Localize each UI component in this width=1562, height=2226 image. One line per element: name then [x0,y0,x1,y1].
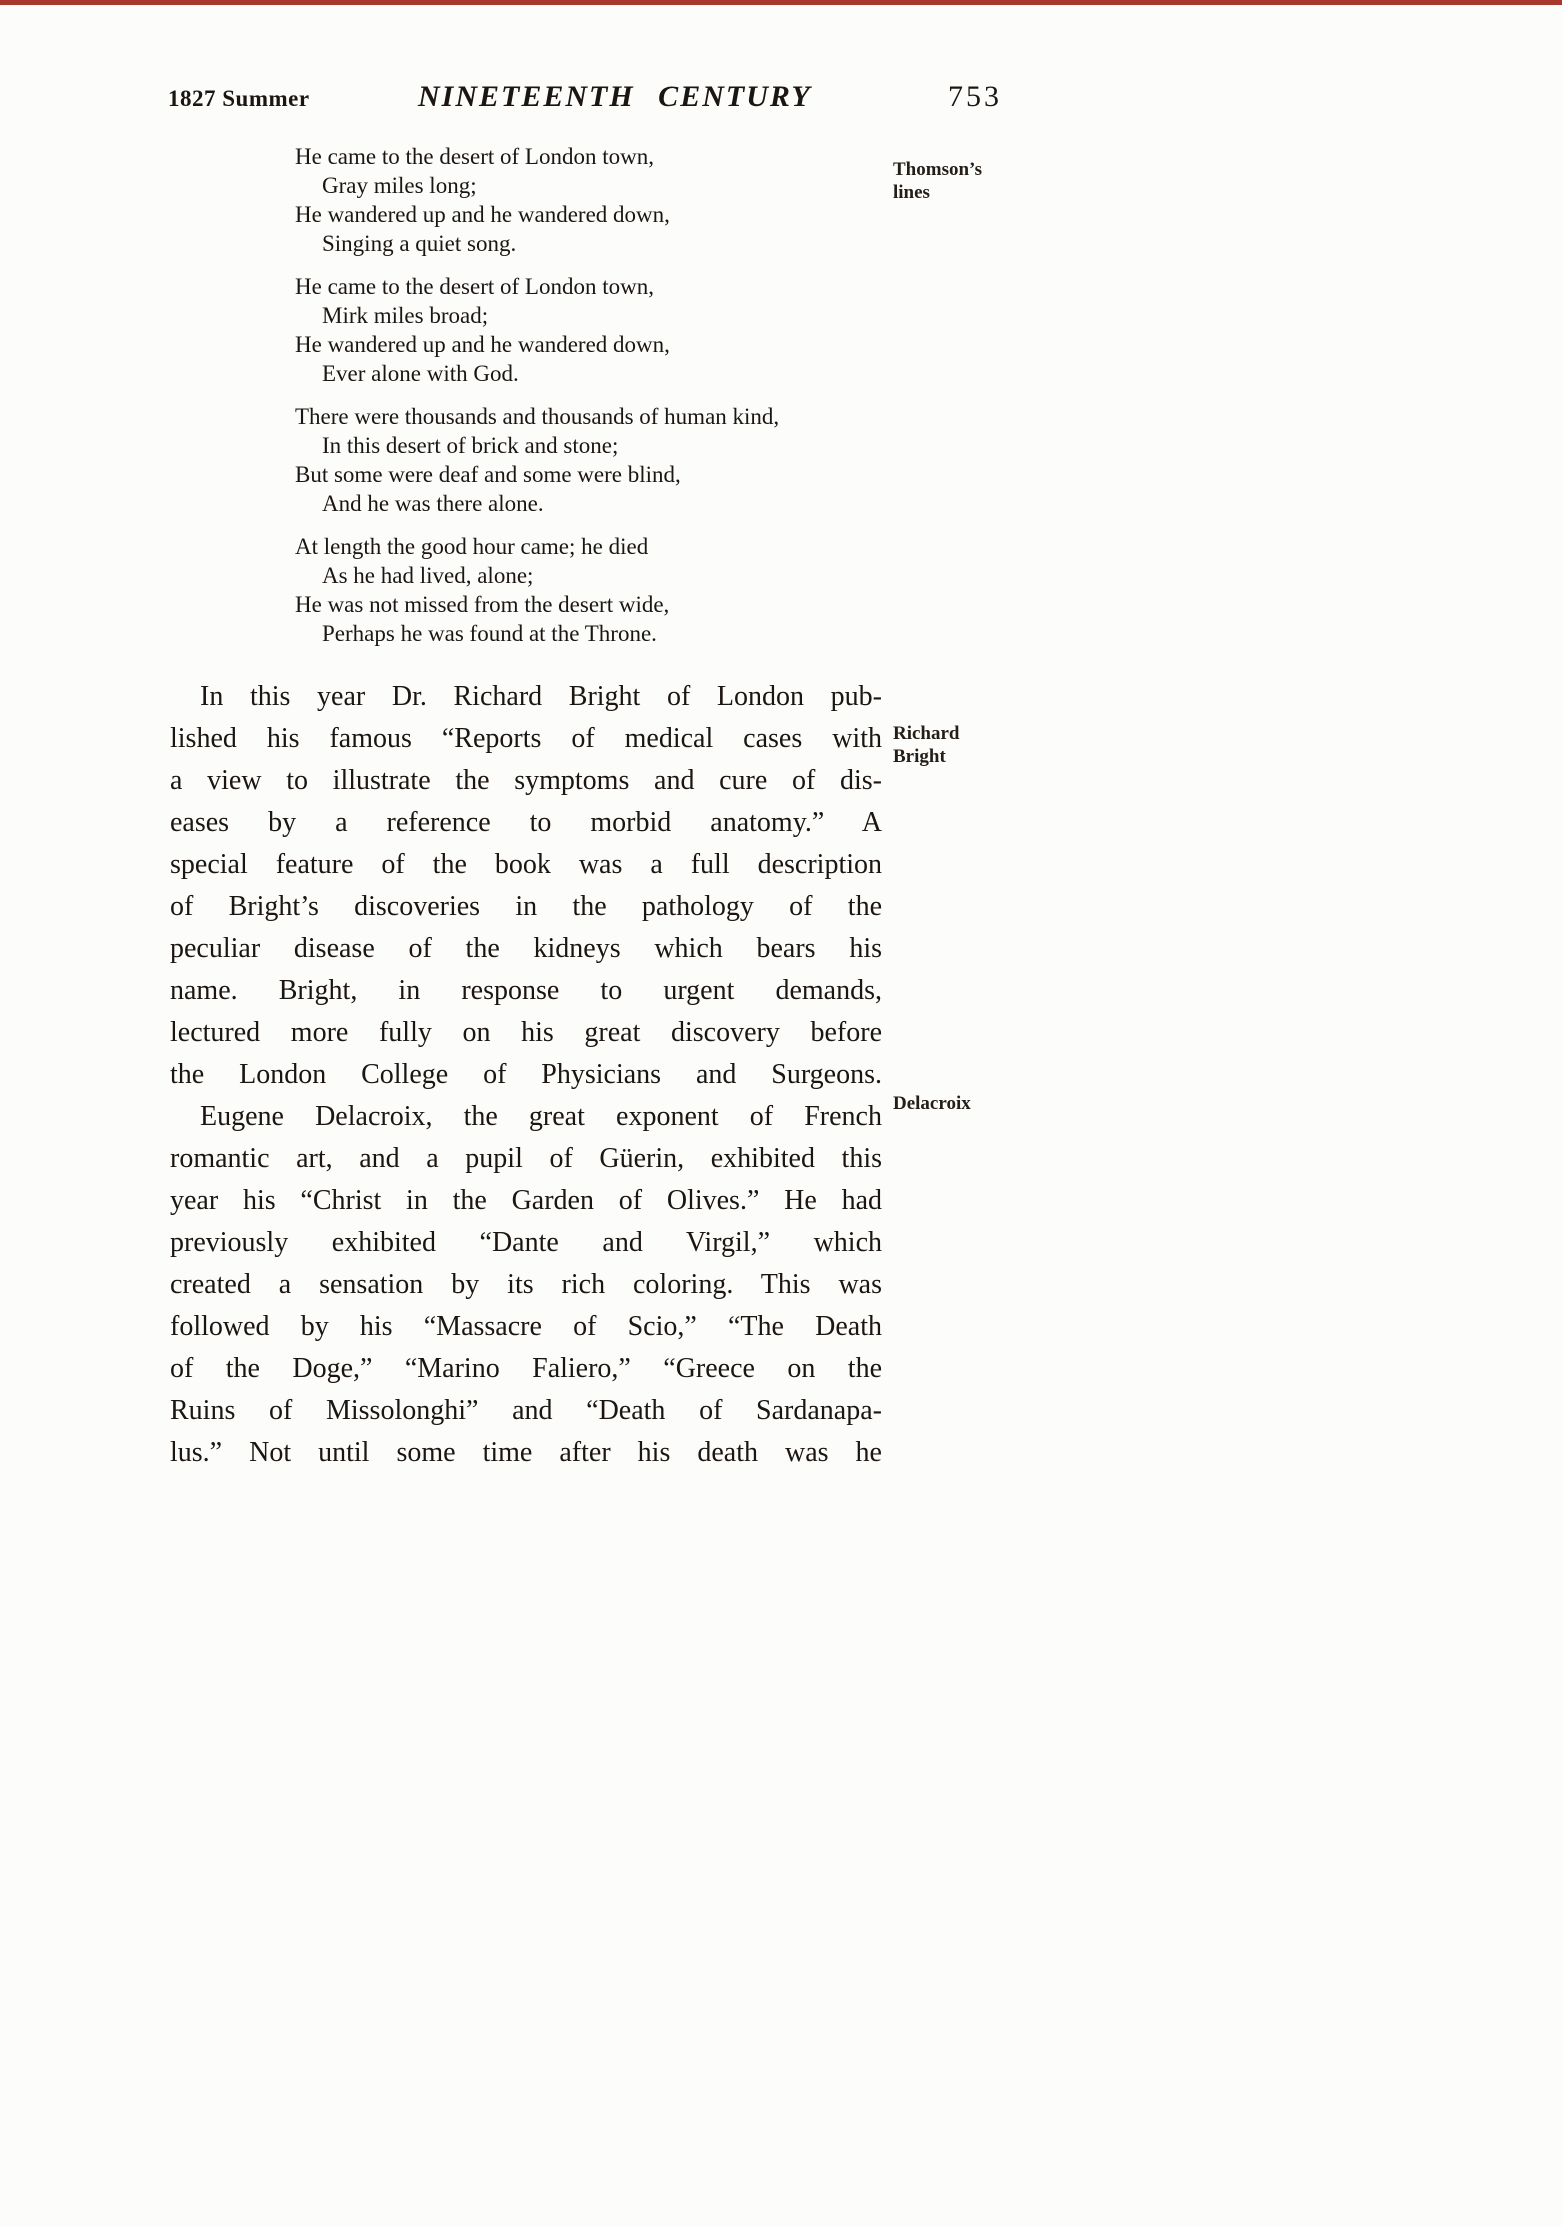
margin-note-richard-bright: Richard Bright [893,723,960,767]
poem-stanza [295,272,779,388]
margin-note-thomsons-lines: Thomson’s lines [893,159,983,203]
prose-line: followed by his “Massacre of Scio,” “The Death [170,1311,882,1342]
prose-line: lus.” Not until some time after his death was he [170,1437,882,1468]
header-date: 1827 Summer [168,86,310,111]
prose-line: lectured more fully on his great discovery before [170,1017,882,1048]
poem-stanza [295,402,779,518]
prose-line: created a sensation by its rich coloring. This was [170,1269,882,1300]
prose-line: eases by a reference to morbid anatomy.” A [170,807,882,838]
prose-line: of Bright’s discoveries in the pathology of the [170,891,882,922]
prose-line: previously exhibited “Dante and Virgil,” which [170,1227,882,1258]
poem-line: As he had lived, alone; [322,563,534,588]
prose-line: Ruins of Missolonghi” and “Death of Sardanapa- [170,1395,882,1426]
paragraph [170,1096,882,1474]
running-title: NINETEENTH CENTURY [418,80,812,113]
prose-line: of the Doge,” “Marino Faliero,” “Greece on the [170,1353,882,1384]
poem-line: He came to the desert of London town, [295,144,654,169]
poem-line: He wandered up and he wandered down, [295,202,670,227]
prose-line: Eugene Delacroix, the great exponent of French [200,1101,882,1132]
prose-line: year his “Christ in the Garden of Olives.” He had [170,1185,882,1216]
poem-line: There were thousands and thousands of human kind, [295,404,780,429]
prose-line: romantic art, and a pupil of Güerin, exhibited this [170,1143,882,1174]
poem-line: Singing a quiet song. [322,231,517,256]
poem-line: Mirk miles broad; [322,303,489,328]
poem-line: At length the good hour came; he died [295,534,649,559]
poem-line: He was not missed from the desert wide, [295,592,670,617]
page-number: 753 [948,80,1002,113]
prose-line: special feature of the book was a full description [170,849,882,880]
poem-line: He came to the desert of London town, [295,274,654,299]
poem-line: He wandered up and he wandered down, [295,332,670,357]
paragraph [170,676,882,1096]
poem-line: Perhaps he was found at the Throne. [322,621,657,646]
prose [170,676,882,1474]
prose-line: name. Bright, in response to urgent demands, [170,975,882,1006]
poem-stanza [295,532,779,648]
prose-line: a view to illustrate the symptoms and cure of dis- [170,765,882,796]
scan-edge-artifact [0,0,1562,5]
prose-line: lished his famous “Reports of medical cases with [170,723,882,754]
poem-line: Ever alone with God. [322,361,519,386]
prose-line: the London College of Physicians and Surgeons. [170,1059,882,1090]
poem-line: But some were deaf and some were blind, [295,462,681,487]
poem-line: Gray miles long; [322,173,477,198]
margin-note-delacroix: Delacroix [893,1093,971,1114]
prose-line: peculiar disease of the kidneys which bears his [170,933,882,964]
poem-line: And he was there alone. [322,491,544,516]
prose-line: In this year Dr. Richard Bright of London pub- [200,681,882,712]
poem-stanza [295,142,779,258]
poem-line: In this desert of brick and stone; [322,433,619,458]
poem [295,142,779,662]
